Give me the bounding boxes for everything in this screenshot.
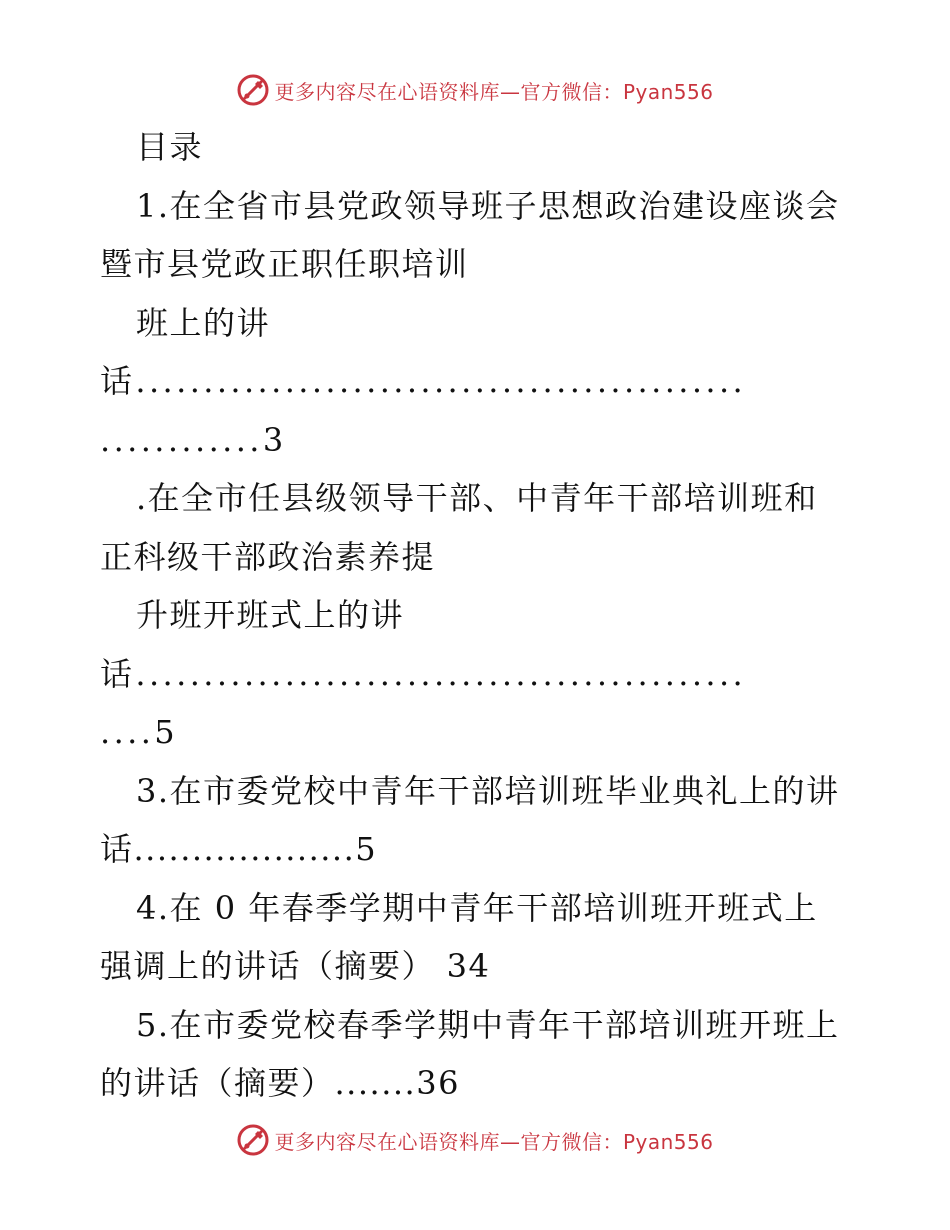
- pen-seal-logo-icon: [236, 1123, 270, 1157]
- toc-line: 暨市县党政正职任职培训: [100, 245, 469, 283]
- toc-line: ............3: [100, 420, 287, 459]
- header-banner: [0, 68, 950, 112]
- toc-line: 4.在 0 年春季学期中青年干部培训班开班式上: [136, 888, 818, 927]
- toc-line: 强调上的讲话（摘要） 34: [100, 947, 491, 985]
- toc-line: 的讲话（摘要）.......36: [100, 1064, 460, 1102]
- toc-title: 目录: [136, 128, 204, 166]
- footer-banner: [0, 1118, 950, 1162]
- footer-banner-text: 更多内容尽在心语资料库—官方微信：Pyan556: [274, 1129, 714, 1154]
- toc-line: 话.............................................: [100, 362, 747, 400]
- toc-line: 话.............................................: [100, 654, 747, 693]
- toc-line: 班上的讲: [136, 303, 271, 342]
- pen-seal-logo-icon: [236, 73, 270, 107]
- toc-line: 话...................5: [100, 830, 378, 868]
- toc-line: 正科级干部政治素养提: [100, 537, 436, 576]
- toc-line: 5.在市委党校春季学期中青年干部培训班开班上: [136, 1005, 840, 1044]
- toc-line: .在全市任县级领导干部、中青年干部培训班和: [136, 479, 818, 517]
- toc-line: 1.在全省市县党政领导班子思想政治建设座谈会: [136, 186, 840, 225]
- toc-line: 升班开班式上的讲: [136, 596, 405, 634]
- document-body: [100, 118, 860, 1113]
- header-banner-text: 更多内容尽在心语资料库—官方微信：Pyan556: [274, 79, 714, 104]
- toc-line: ....5: [100, 713, 179, 751]
- toc-line: 3.在市委党校中青年干部培训班毕业典礼上的讲: [136, 771, 840, 810]
